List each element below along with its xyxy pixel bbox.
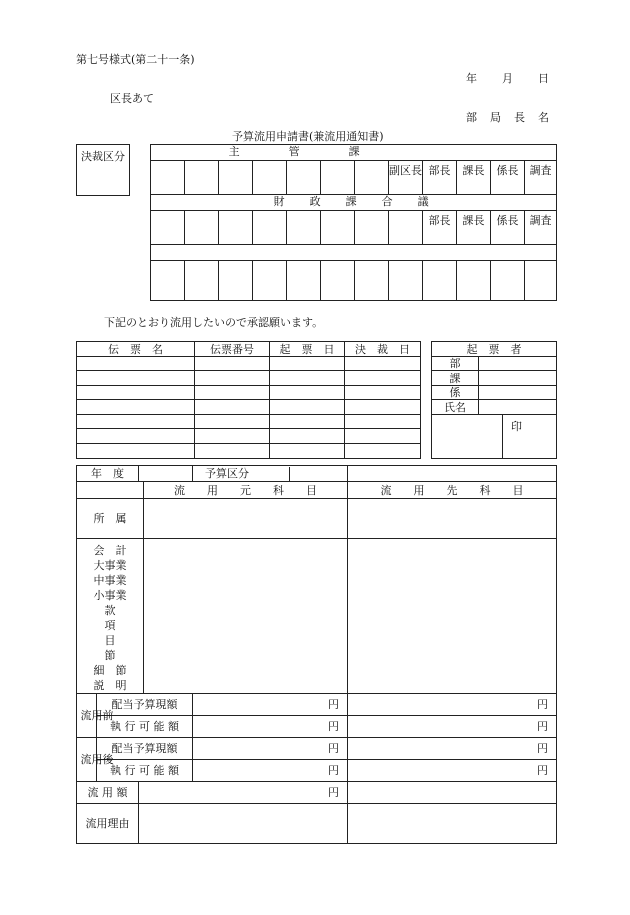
page-title: 予算流用申請書(兼流用通知書) — [232, 130, 384, 143]
transfer-reason-label: 流用理由 — [77, 804, 139, 844]
voucher-cell[interactable] — [270, 429, 345, 444]
stamp-cell[interactable] — [185, 211, 219, 245]
drafter-header: 起 票 者 — [432, 342, 557, 357]
subject-corner — [77, 482, 144, 499]
zaisei-role-director: 部長 — [423, 211, 457, 245]
stamp-cell[interactable] — [185, 161, 219, 195]
after-executable-to[interactable]: 円 — [348, 760, 557, 782]
drafter-table — [431, 341, 557, 459]
account-from[interactable] — [144, 539, 348, 694]
zaisei-3: 課 — [345, 194, 357, 208]
stamp-cell[interactable] — [151, 261, 185, 301]
voucher-cell[interactable] — [345, 415, 421, 429]
after-executable-label: 執 行 可 能 額 — [97, 760, 193, 782]
request-text: 下記のとおり流用したいので承認願います。 — [104, 316, 324, 329]
from-subject-header: 流 用 元 科 目 — [144, 482, 348, 499]
stamp-cell[interactable] — [185, 261, 219, 301]
shukan-3: 課 — [348, 144, 360, 158]
before-executable-to[interactable]: 円 — [348, 716, 557, 738]
item-saisetsu: 細 節 — [93, 664, 127, 677]
voucher-cell[interactable] — [195, 400, 270, 415]
stamp-cell[interactable] — [253, 211, 287, 245]
zaisei-2: 政 — [309, 194, 321, 208]
role-vice-mayor: 副区長 — [389, 161, 423, 195]
affiliation-from[interactable] — [144, 499, 348, 539]
voucher-name-header: 伝 票 名 — [77, 342, 195, 357]
date-day: 日 — [538, 72, 549, 85]
voucher-cell[interactable] — [345, 400, 421, 415]
item-sho-jigyo: 小事業 — [93, 589, 127, 602]
affiliation-to[interactable] — [348, 499, 557, 539]
stamp-cell[interactable] — [355, 261, 389, 301]
zaisei-5: 議 — [417, 194, 429, 208]
drafter-name-value[interactable] — [479, 400, 557, 415]
item-chu-jigyo: 中事業 — [93, 574, 127, 587]
voucher-cell[interactable] — [195, 444, 270, 459]
before-executable-from[interactable]: 円 — [193, 716, 348, 738]
stamp-cell[interactable] — [219, 211, 253, 245]
voucher-cell[interactable] — [195, 415, 270, 429]
signer-3: 長 — [514, 111, 525, 124]
approval-date-header: 決 裁 日 — [345, 342, 421, 357]
drafter-name-label: 氏名 — [432, 400, 479, 415]
voucher-cell[interactable] — [270, 444, 345, 459]
stamp-cell[interactable] — [151, 211, 185, 245]
approval-table — [150, 144, 557, 301]
item-ko: 項 — [104, 619, 116, 632]
signer-2: 局 — [490, 111, 501, 124]
stamp-cell[interactable] — [355, 161, 389, 195]
drafter-subsection-value[interactable] — [479, 386, 557, 400]
signer-4: 名 — [538, 111, 549, 124]
transfer-reason-to[interactable] — [348, 804, 557, 844]
zaisei-role-subsection-chief: 係長 — [491, 211, 525, 245]
stamp-cell[interactable] — [253, 261, 287, 301]
voucher-cell[interactable] — [270, 415, 345, 429]
voucher-cell[interactable] — [270, 357, 345, 371]
voucher-cell[interactable] — [195, 386, 270, 400]
stamp-cell[interactable] — [321, 161, 355, 195]
budget-category-label: 予算区分 — [193, 466, 348, 482]
shukan-header — [151, 145, 557, 161]
drafter-section-value[interactable] — [479, 371, 557, 386]
account-to[interactable] — [348, 539, 557, 694]
role-section-chief: 課長 — [457, 161, 491, 195]
form-number: 第七号様式(第二十一条) — [76, 53, 195, 66]
voucher-number-header: 伝票番号 — [195, 342, 270, 357]
role-subsection-chief: 係長 — [491, 161, 525, 195]
seal-label[interactable]: 印 — [503, 415, 557, 459]
stamp-cell[interactable] — [253, 161, 287, 195]
stamp-cell[interactable] — [151, 161, 185, 195]
after-allocated-from[interactable]: 円 — [193, 738, 348, 760]
drafter-subsection-label: 係 — [432, 386, 479, 400]
transfer-reason-from[interactable] — [139, 804, 348, 844]
approval-category-label: 決裁区分 — [81, 150, 125, 163]
voucher-cell[interactable] — [77, 429, 195, 444]
voucher-cell[interactable] — [345, 429, 421, 444]
signer-1: 部 — [466, 111, 477, 124]
date-month: 月 — [502, 72, 513, 85]
voucher-cell[interactable] — [77, 444, 195, 459]
after-allocated-to[interactable]: 円 — [348, 738, 557, 760]
drafter-dept-label: 部 — [432, 357, 479, 371]
role-investigator: 調査 — [525, 161, 557, 195]
item-kaikei: 会 計 — [93, 544, 127, 557]
addressee: 区長あて — [110, 92, 154, 105]
item-setsu: 節 — [104, 649, 116, 662]
voucher-cell[interactable] — [345, 371, 421, 386]
drafter-dept-value[interactable] — [479, 357, 557, 371]
affiliation-label: 所 属 — [77, 499, 144, 539]
account-items-labels — [77, 539, 144, 694]
voucher-cell[interactable] — [77, 386, 195, 400]
budget-category-value[interactable] — [348, 466, 557, 482]
shukan-1: 主 — [228, 144, 240, 158]
drafter-section-label: 課 — [432, 371, 479, 386]
after-allocated-label: 配当予算現額 — [97, 738, 193, 760]
voucher-cell[interactable] — [270, 371, 345, 386]
voucher-cell[interactable] — [345, 386, 421, 400]
item-kan: 款 — [104, 604, 116, 617]
blank-row[interactable] — [151, 245, 557, 261]
zaisei-1: 財 — [273, 194, 285, 208]
shukan-2: 管 — [288, 144, 300, 158]
voucher-cell[interactable] — [195, 429, 270, 444]
stamp-cell[interactable] — [457, 261, 491, 301]
approval-category-box[interactable] — [76, 144, 130, 196]
stamp-cell[interactable] — [355, 211, 389, 245]
voucher-cell[interactable] — [77, 357, 195, 371]
zaisei-4: 合 — [381, 194, 393, 208]
stamp-cell[interactable] — [321, 211, 355, 245]
before-allocated-label: 配当予算現額 — [97, 694, 193, 716]
before-allocated-to[interactable]: 円 — [348, 694, 557, 716]
after-label: 流用後 — [77, 738, 97, 782]
stamp-cell[interactable] — [287, 261, 321, 301]
voucher-cell[interactable] — [195, 371, 270, 386]
stamp-cell[interactable] — [287, 211, 321, 245]
voucher-cell[interactable] — [77, 415, 195, 429]
transfer-amount-value[interactable]: 円 — [139, 782, 348, 804]
item-dai-jigyo: 大事業 — [93, 559, 127, 572]
stamp-cell[interactable] — [219, 161, 253, 195]
voucher-cell[interactable] — [345, 444, 421, 459]
role-director: 部長 — [423, 161, 457, 195]
after-executable-from[interactable]: 円 — [193, 760, 348, 782]
stamp-cell[interactable] — [389, 261, 423, 301]
stamp-cell[interactable] — [491, 261, 525, 301]
stamp-cell[interactable] — [321, 261, 355, 301]
transfer-amount-blank[interactable] — [348, 782, 557, 804]
stamp-cell[interactable] — [423, 261, 457, 301]
before-allocated-from[interactable]: 円 — [193, 694, 348, 716]
voucher-table — [76, 341, 421, 459]
item-setsumei: 説 明 — [93, 679, 127, 692]
before-label: 流用前 — [77, 694, 97, 738]
stamp-cell[interactable] — [219, 261, 253, 301]
to-subject-header: 流 用 先 科 目 — [348, 482, 557, 499]
voucher-cell[interactable] — [195, 357, 270, 371]
before-executable-label: 執 行 可 能 額 — [97, 716, 193, 738]
voucher-cell[interactable] — [77, 400, 195, 415]
voucher-cell[interactable] — [270, 400, 345, 415]
zaisei-role-investigator: 調査 — [525, 211, 557, 245]
draft-date-header: 起 票 日 — [270, 342, 345, 357]
zaisei-role-section-chief: 課長 — [457, 211, 491, 245]
fiscal-year-label: 年 度 — [77, 466, 139, 482]
fiscal-year-value[interactable] — [139, 466, 193, 482]
item-moku: 目 — [104, 634, 116, 647]
voucher-cell[interactable] — [77, 371, 195, 386]
zaisei-header — [151, 195, 557, 211]
stamp-cell[interactable] — [287, 161, 321, 195]
drafter-blank[interactable] — [432, 415, 503, 459]
stamp-cell[interactable] — [389, 211, 423, 245]
voucher-cell[interactable] — [345, 357, 421, 371]
stamp-cell[interactable] — [525, 261, 557, 301]
date-year: 年 — [466, 72, 477, 85]
voucher-cell[interactable] — [270, 386, 345, 400]
transfer-amount-label: 流 用 額 — [77, 782, 139, 804]
budget-table — [76, 465, 557, 844]
